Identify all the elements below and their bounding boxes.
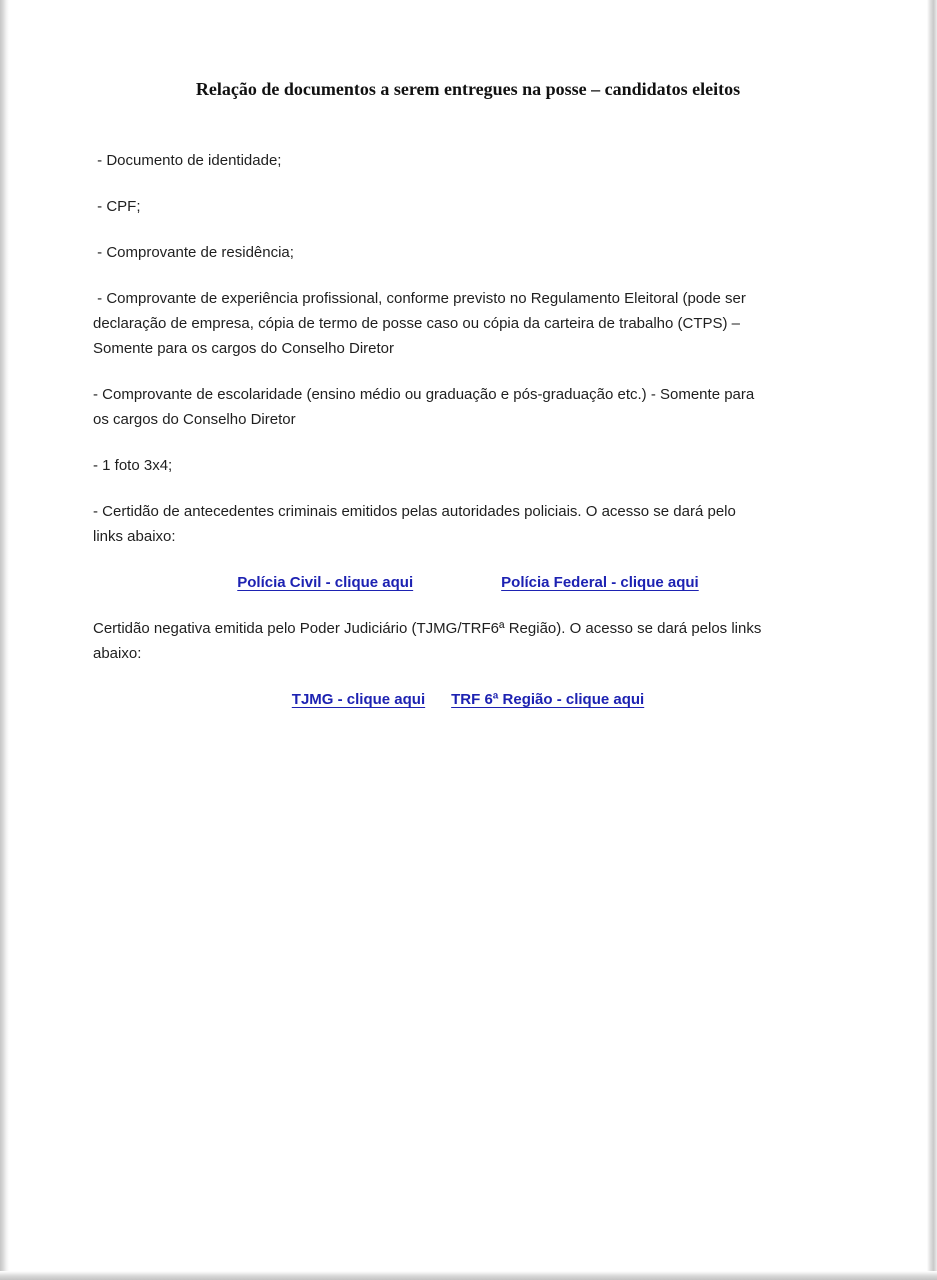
doc-item-cpf: - CPF;	[93, 198, 141, 215]
document-content	[93, 76, 843, 733]
doc-item-photo: - 1 foto 3x4;	[93, 457, 173, 474]
doc-item-residence-proof: - Comprovante de residência;	[93, 244, 294, 261]
page-edge-shadow-left	[0, 0, 9, 1280]
tjmg-link[interactable]: TJMG - clique aqui	[291, 691, 426, 708]
doc-item-professional-experience: - Comprovante de experiência profissional, conforme previsto no Regulamento Eleitoral (pode ser declaração de empresa, cópia de termo de posse caso ou cópia da carteira de trabalho (CTPS) – Somente para os cargos do Conselho Diretor	[93, 290, 746, 357]
police-links-row	[93, 570, 843, 595]
page-title: Relação de documentos a serem entregues na posse – candidatos eleitos	[195, 79, 741, 99]
policia-federal-link[interactable]: Polícia Federal - clique aqui	[501, 574, 699, 591]
doc-item-identity: - Documento de identidade;	[93, 152, 282, 169]
trf6-regiao-link[interactable]: TRF 6ª Região - clique aqui	[451, 691, 645, 708]
policia-civil-link[interactable]: Polícia Civil - clique aqui	[237, 574, 414, 591]
page-edge-shadow-right	[927, 0, 937, 1280]
doc-item-education-proof: - Comprovante de escolaridade (ensino médio ou graduação e pós-graduação etc.) - Somente para os cargos do Conselho Diretor	[93, 386, 755, 428]
judiciary-links-row	[93, 687, 843, 712]
page-edge-shadow-bottom	[0, 1271, 937, 1280]
doc-item-criminal-record: - Certidão de antecedentes criminais emitidos pelas autoridades policiais. O acesso se dará pelo links abaixo:	[93, 503, 736, 545]
doc-item-judiciary-certificate: Certidão negativa emitida pelo Poder Judiciário (TJMG/TRF6ª Região). O acesso se dará pelos links abaixo:	[93, 620, 762, 662]
